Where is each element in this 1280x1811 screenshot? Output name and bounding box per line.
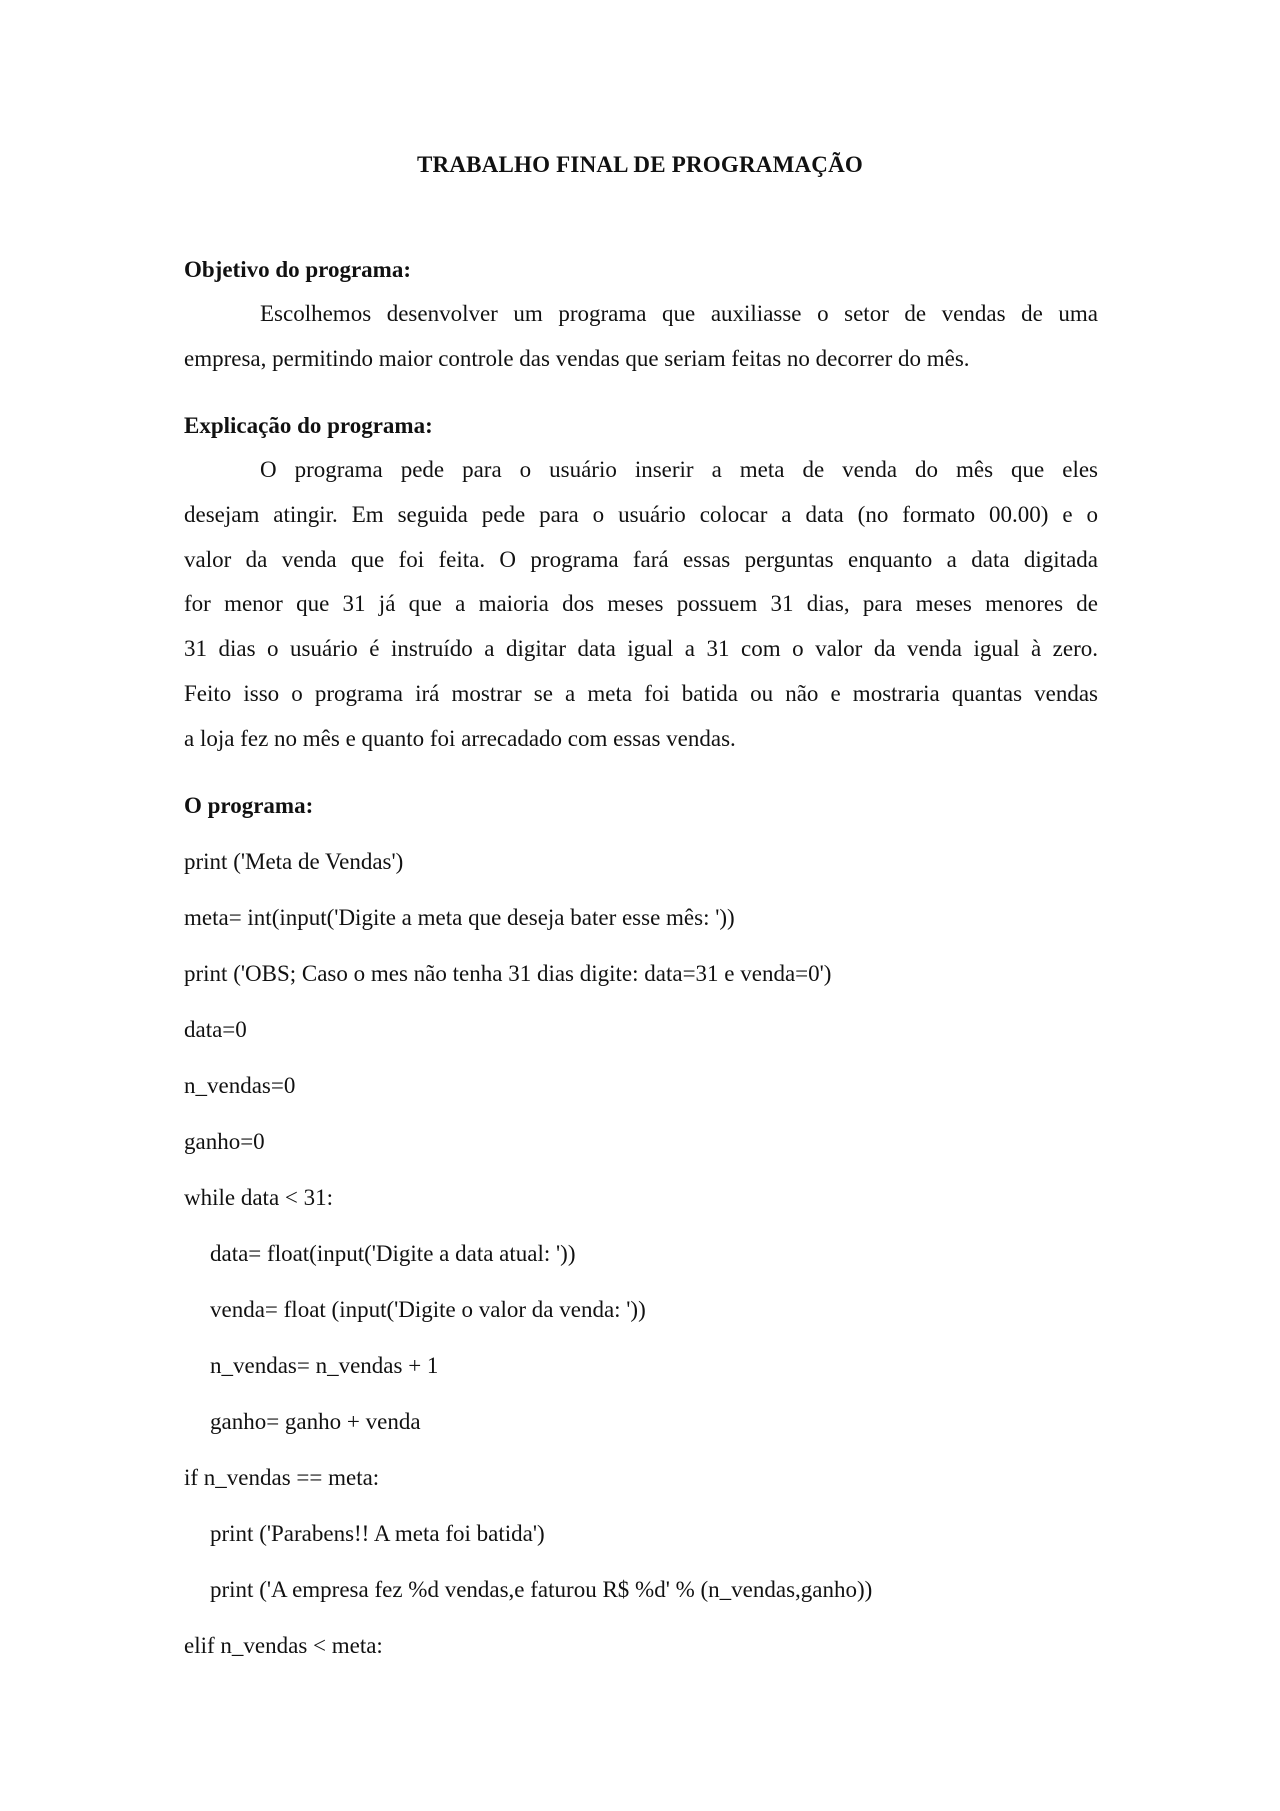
code-line: print ('Parabens!! A meta foi batida') [210,1521,545,1546]
paragraph-line: O programa pede para o usuário inserir a meta de venda do mês que eles [260,457,1098,482]
code-line: data=0 [184,1017,247,1042]
paragraph-line: desejam atingir. Em seguida pede para o usuário colocar a data (no formato 00.00) e o [184,501,1098,527]
paragraph-objetivo [184,292,1098,382]
heading-programa: O programa: [184,793,314,818]
paragraph-line: Feito isso o programa irá mostrar se a meta foi batida ou não e mostraria quantas vendas [184,680,1098,706]
code-line: venda= float (input('Digite o valor da venda: ')) [210,1297,646,1322]
code-line: while data < 31: [184,1185,334,1210]
code-line: meta= int(input('Digite a meta que deseja bater esse mês: ')) [184,905,735,930]
heading-objetivo: Objetivo do programa: [184,257,412,282]
paragraph-line: Escolhemos desenvolver um programa que auxiliasse o setor de vendas de uma [260,301,1098,326]
paragraph-explicacao [184,448,1098,762]
code-line: data= float(input('Digite a data atual: ')) [210,1241,576,1266]
paragraph-line: valor da venda que foi feita. O programa fará essas perguntas enquanto a data digitada [184,546,1098,572]
code-line: n_vendas= n_vendas + 1 [210,1353,439,1378]
code-line: ganho= ganho + venda [210,1409,421,1434]
document-title: TRABALHO FINAL DE PROGRAMAÇÃO [416,152,863,177]
paragraph-line: 31 dias o usuário é instruído a digitar data igual a 31 com o valor da venda igual à zero. [184,636,1098,662]
paragraph-line: for menor que 31 já que a maioria dos meses possuem 31 dias, para meses menores de [184,591,1098,617]
code-line: print ('Meta de Vendas') [184,849,404,874]
paragraph-line: a loja fez no mês e quanto foi arrecadado com essas vendas. [184,725,736,751]
code-line: print ('A empresa fez %d vendas,e faturou R$ %d' % (n_vendas,ganho)) [210,1577,873,1602]
code-line: print ('OBS; Caso o mes não tenha 31 dias digite: data=31 e venda=0') [184,961,832,986]
heading-explicacao: Explicação do programa: [184,413,433,438]
code-line: ganho=0 [184,1129,265,1154]
code-line: if n_vendas == meta: [184,1465,380,1490]
code-line: elif n_vendas < meta: [184,1633,383,1658]
code-line: n_vendas=0 [184,1073,296,1098]
paragraph-line: empresa, permitindo maior controle das vendas que seriam feitas no decorrer do mês. [184,345,970,371]
